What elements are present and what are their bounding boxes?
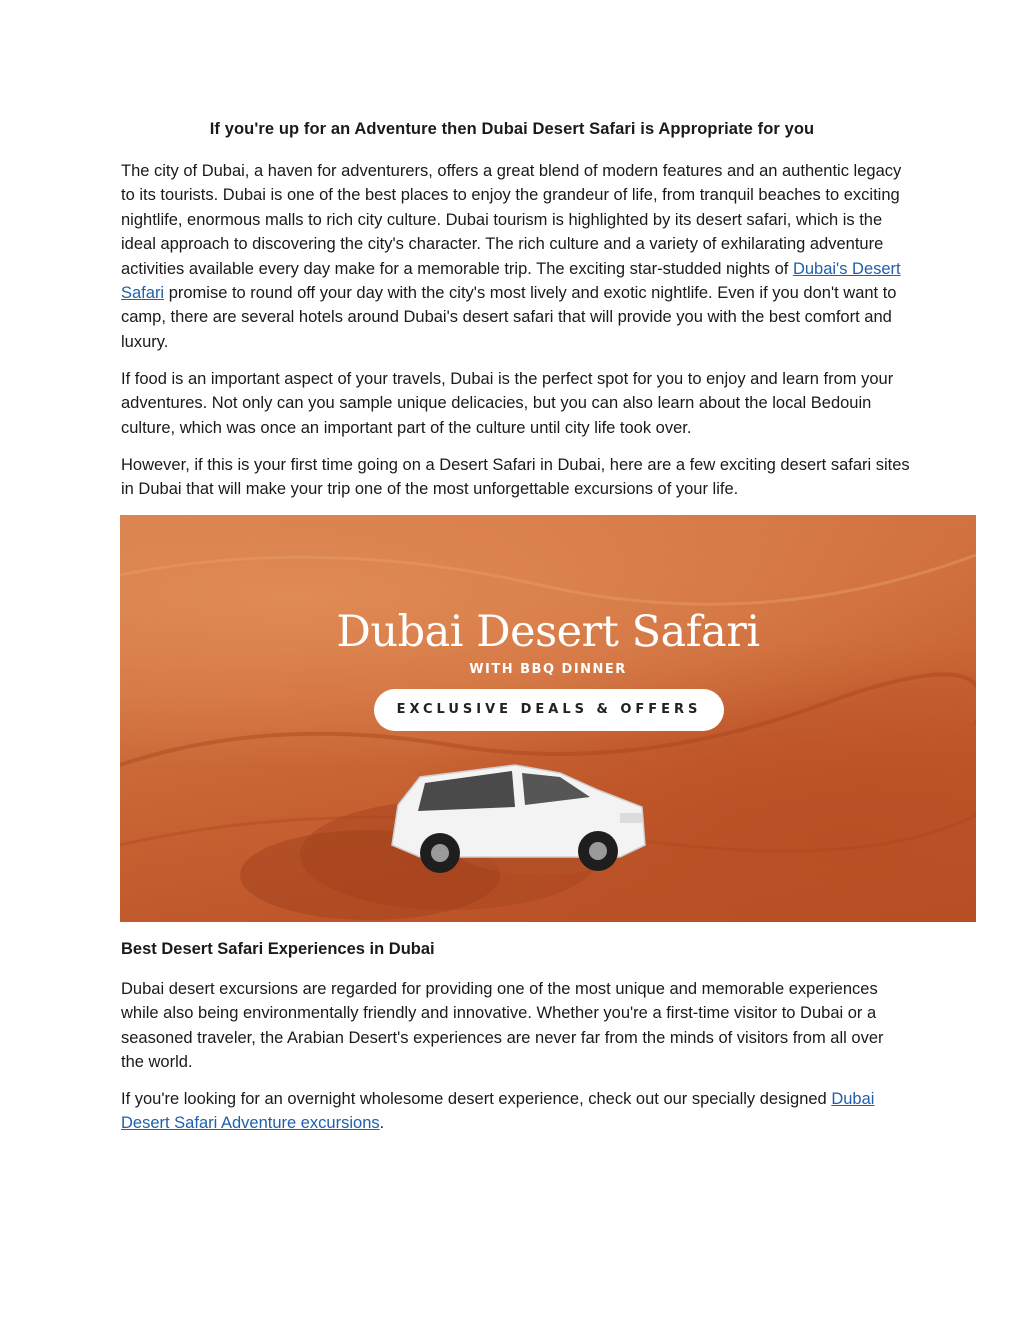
page-title: If you're up for an Adventure then Dubai Desert Safari is Appropriate for you	[209, 120, 815, 138]
first-time-paragraph: However, if this is your first time going on a Desert Safari in Dubai, here are a few exciting desert safari sites in Dubai that will make your trip one of the most unforgettable excursions of your life.	[121, 456, 910, 499]
intro-paragraph	[121, 159, 911, 354]
deals-offers-pill: EXCLUSIVE DEALS & OFFERS	[374, 689, 724, 731]
excursions-paragraph: Dubai desert excursions are regarded for providing one of the most unique and memorable experiences while also being environmentally friendly and innovative. Whether you're a first-time visitor to Dubai or a seasoned traveler, the Arabian Desert's experiences are never far from the minds of visitors from all over the world.	[121, 980, 884, 1072]
desert-safari-banner-image	[120, 515, 976, 922]
intro-text-continued: promise to round off your day with the city's most lively and exotic nightlife. Even if you don't want to camp, there are several hotels around Dubai's desert safari that will provide you with the best comfort and luxury.	[121, 284, 897, 351]
section-heading: Best Desert Safari Experiences in Dubai	[121, 940, 435, 958]
overnight-text-end: .	[379, 1114, 385, 1133]
dubai-desert-safari-link[interactable]: Dubai's Desert Safari	[121, 259, 901, 303]
banner-subtitle: WITH BBQ DINNER	[469, 662, 627, 677]
overnight-text: If you're looking for an overnight wholesome desert experience, check out our specially designed	[121, 1090, 832, 1108]
overnight-paragraph	[121, 1087, 911, 1136]
dune-ridge	[120, 555, 976, 604]
adventure-excursions-link[interactable]: Dubai Desert Safari Adventure excursions	[121, 1090, 875, 1133]
white-suv	[392, 765, 645, 873]
banner-title: Dubai Desert Safari	[336, 607, 760, 657]
intro-text: The city of Dubai, a haven for adventurers, offers a great blend of modern features and an authentic legacy to its tourists. Dubai is one of the best places to enjoy the grandeur of life, from tranquil beaches to exciting nightlife, enormous malls to rich city culture. Dubai tourism is highlighted by its desert safari, which is the ideal approach to discovering the city's character. The rich culture and a variety of exhilarating adventure activities available every day make for a memorable trip. The exciting star-studded nights of	[121, 162, 902, 278]
food-paragraph: If food is an important aspect of your travels, Dubai is the perfect spot for you to enjoy and learn from your adventures. Not only can you sample unique delicacies, but you can also learn about the local Bedouin culture, which was once an important part of the culture until city life took over.	[121, 370, 894, 437]
